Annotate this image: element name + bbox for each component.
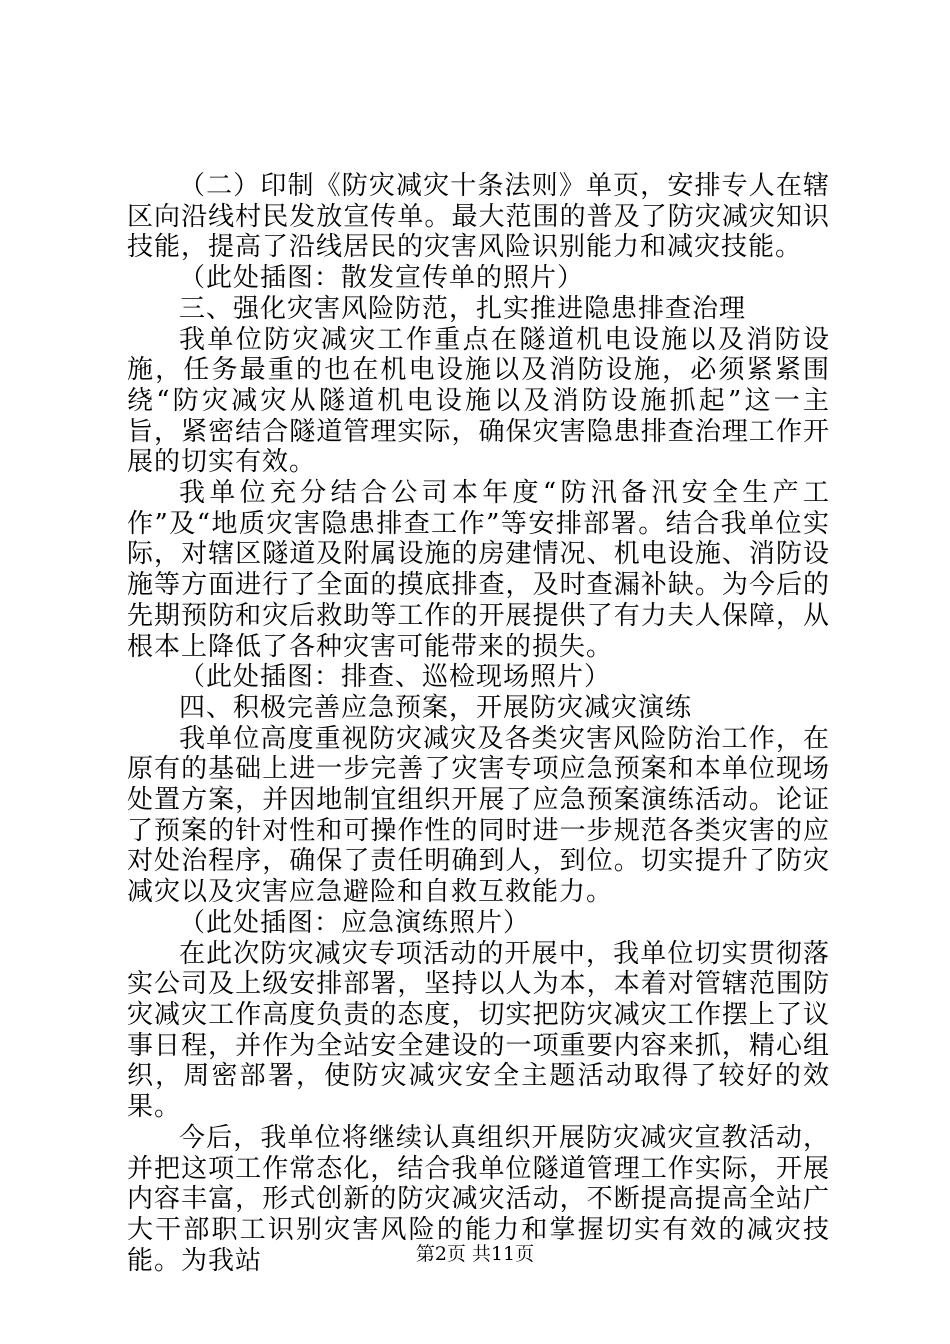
image-placeholder-drill-photo: （此处插图：应急演练照片） bbox=[179, 907, 531, 938]
image-placeholder-inspection-photo: （此处插图：排查、巡检现场照片） bbox=[179, 662, 612, 693]
paragraph-leaflet-printing: （二）印制《防灾减灾十条法则》单页，安排专人在辖区向沿线村民发放宣传单。最大范围的普及了防灾减灾知识技能，提高了沿线居民的灾害风险识别能力和减灾技能。 bbox=[127, 171, 830, 263]
paragraph-hazard-inspection: 我单位充分结合公司本年度“防汛备汛安全生产工作”及“地质灾害隐患排查工作”等安排部署。结合我单位实际，对辖区隧道及附属设施的房建情况、机电设施、消防设施等方面进行了全面的摸底排查，及时查漏补缺。为今后的先期预防和灾后救助等工作的开展提供了有力夫人保障，从根本上降低了各种灾害可能带来的损失。 bbox=[127, 478, 830, 662]
paragraph-future-plans: 今后，我单位将继续认真组织开展防灾减灾宣教活动，并把这项工作常态化，结合我单位隧道管理工作实际，开展内容丰富，形式创新的防灾减灾活动，不断提高提高全站广大干部职工识别灾害风险的能力和掌握切实有效的减灾技能。为我站 bbox=[127, 1122, 830, 1276]
page-number-footer: 第2页 共11页 bbox=[415, 1243, 535, 1265]
document-body bbox=[127, 171, 830, 1276]
paragraph-emergency-drill: 我单位高度重视防灾减灾及各类灾害风险防治工作，在原有的基础上进一步完善了灾害专项应急预案和本单位现场处置方案，并因地制宜组织开展了应急预案演练活动。论证了预案的针对性和可操作性的同时进一步规范各类灾害的应对处治程序，确保了责任明确到人，到位。切实提升了防灾减灾以及灾害应急避险和自救互救能力。 bbox=[127, 723, 830, 908]
paragraph-activity-summary: 在此次防灾减灾专项活动的开展中，我单位切实贯彻落实公司及上级安排部署，坚持以人为本，本着对管辖范围防灾减灾工作高度负责的态度，切实把防灾减灾工作摆上了议事日程，并作为全站安全建设的一项重要内容来抓，精心组织，周密部署，使防灾减灾安全主题活动取得了较好的效果。 bbox=[127, 938, 830, 1123]
image-placeholder-leaflet-photo: （此处插图：散发宣传单的照片） bbox=[179, 263, 585, 294]
paragraph-focus-facilities: 我单位防灾减灾工作重点在隧道机电设施以及消防设施，任务最重的也在机电设施以及消防设施，必须紧紧围绕“防灾减灾从隧道机电设施以及消防设施抓起”这一主旨，紧密结合隧道管理实际，确保灾害隐患排查治理工作开展的切实有效。 bbox=[127, 324, 830, 478]
section-heading-emergency-plan: 四、积极完善应急预案，开展防灾减灾演练 bbox=[179, 692, 693, 723]
section-heading-risk-prevention: 三、强化灾害风险防范，扎实推进隐患排查治理 bbox=[179, 293, 747, 324]
